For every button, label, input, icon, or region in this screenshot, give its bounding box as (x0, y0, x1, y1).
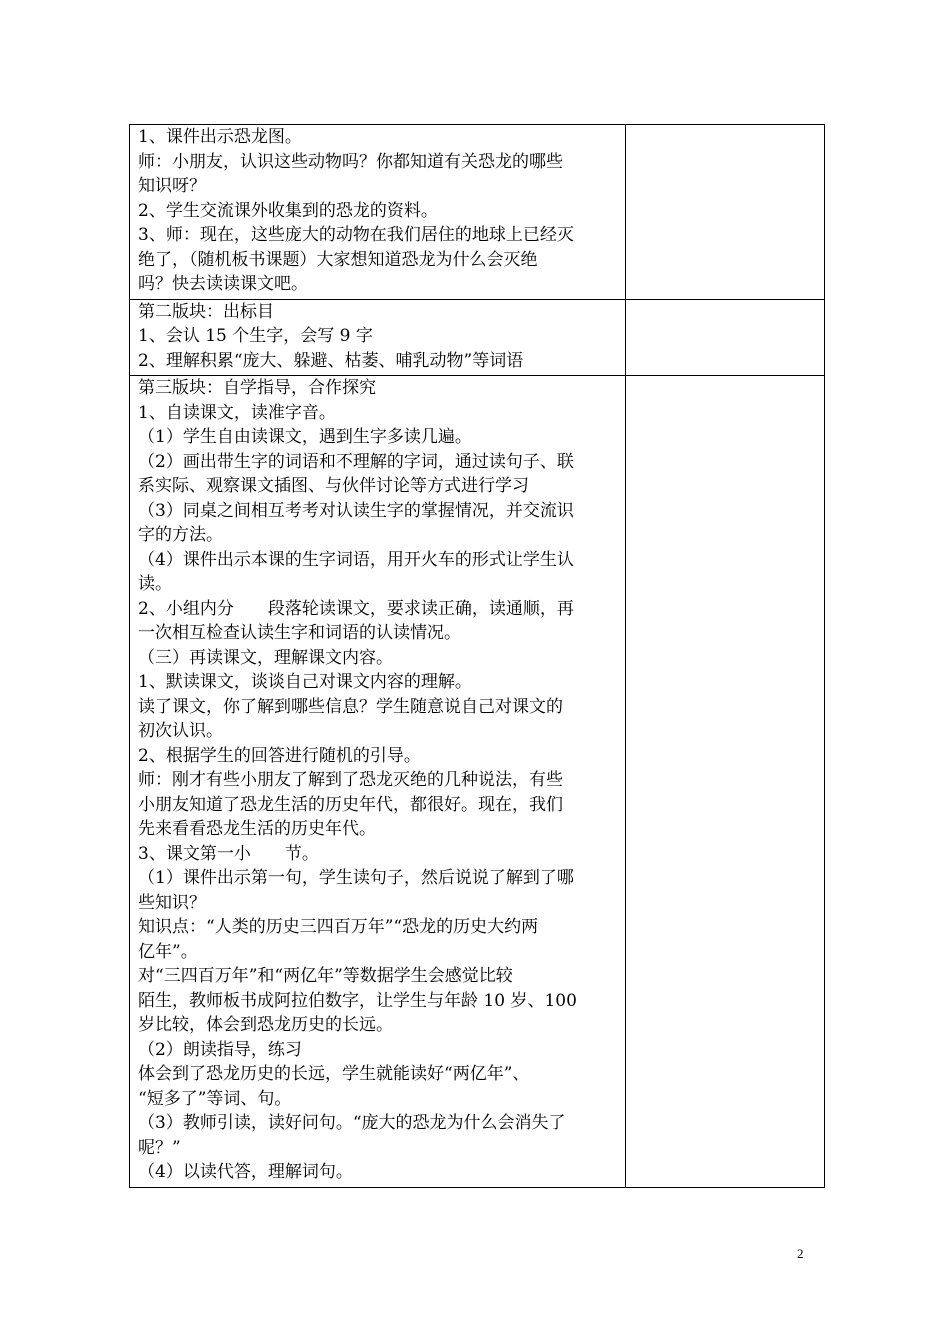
content-line: 陌生，教师板书成阿拉伯数字，让学生与年龄 10 岁、100 (138, 990, 577, 1011)
table-row (130, 299, 825, 376)
content-line: 2、根据学生的回答进行随机的引导。 (138, 745, 421, 766)
content-line: “短多了”等词、句。 (138, 1088, 292, 1109)
content-line: 1、默读课文，谈谈自己对课文内容的理解。 (138, 672, 472, 692)
content-line: 岁比较，体会到恐龙历史的长远。 (138, 1015, 393, 1035)
content-line: 1、会认 15 个生字，会写 9 字 (138, 326, 373, 346)
content-line: 先来看看恐龙生活的历史年代。 (138, 819, 376, 839)
content-cell (130, 376, 626, 1188)
content-line: 1、自读课文，读准字音。 (138, 402, 336, 423)
content-line: 一次相互检查认读生字和词语的认读情况。 (138, 623, 461, 643)
content-line: （3）教师引读，读好问句。“庞大的恐龙为什么会消失了 (138, 1113, 566, 1133)
content-line: （3）同桌之间相互考考对认读生字的掌握情况，并交流识 (138, 500, 574, 521)
content-line: （1）课件出示第一句，学生读句子，然后说说了解到了哪 (138, 868, 574, 888)
content-line: 2、理解积累“庞大、躲避、枯萎、哺乳动物”等词语 (138, 350, 524, 371)
content-line: 亿年”。 (138, 941, 198, 962)
content-line: 2、学生交流课外收集到的恐龙的资料。 (138, 200, 438, 221)
content-line: （4）以读代答，理解词句。 (138, 1162, 353, 1182)
content-line: 3、课文第一小 节。 (138, 843, 319, 864)
content-line: 师：刚才有些小朋友了解到了恐龙灭绝的几种说法，有些 (138, 770, 563, 790)
content-line: 读。 (138, 574, 172, 594)
content-line: 对“三四百万年”和“两亿年”等数据学生会感觉比较 (138, 966, 513, 986)
content-line: 1、课件出示恐龙图。 (138, 127, 302, 147)
content-line: 知识呀？ (138, 176, 206, 196)
notes-cell (626, 125, 825, 300)
notes-cell (626, 376, 825, 1188)
content-line: 系实际、观察课文插图、与伙伴讨论等方式进行学习 (138, 476, 529, 496)
content-line: 吗？快去读读课文吧。 (138, 274, 308, 294)
content-line: 第三版块：自学指导，合作探究 (138, 378, 376, 398)
content-line: （2）朗读指导，练习 (138, 1039, 302, 1060)
content-line: 小朋友知道了恐龙生活的历史年代，都很好。现在，我们 (138, 794, 563, 815)
content-line: 初次认识。 (138, 721, 223, 741)
content-line: 2、小组内分 段落轮读课文，要求读正确，读通顺，再 (138, 598, 574, 619)
content-cell (130, 299, 626, 376)
content-line: 3、师：现在，这些庞大的动物在我们居住的地球上已经灭 (138, 225, 574, 245)
content-line: 师：小朋友，认识这些动物吗？你都知道有关恐龙的哪些 (138, 151, 563, 172)
content-line: （2）画出带生字的词语和不理解的字词，通过读句子、联 (138, 451, 574, 472)
content-line: （1）学生自由读课文，遇到生字多读几遍。 (138, 427, 472, 447)
content-line: （4）课件出示本课的生字词语，用开火车的形式让学生认 (138, 549, 574, 570)
lesson-plan-table (129, 124, 825, 1188)
content-line: 呢？” (138, 1137, 181, 1158)
content-line: 读了课文，你了解到哪些信息？学生随意说自己对课文的 (138, 696, 563, 717)
content-line: 第二版块：出标目 (138, 301, 274, 322)
content-line: （三）再读课文，理解课文内容。 (138, 647, 393, 668)
content-cell (130, 125, 626, 300)
content-line: 知识点：“人类的历史三四百万年”“恐龙的历史大约两 (138, 917, 539, 937)
content-line: 些知识？ (138, 892, 206, 913)
content-line: 绝了，（随机板书课题）大家想知道恐龙为什么会灭绝 (138, 249, 538, 270)
table-row (130, 376, 825, 1188)
content-line: 字的方法。 (138, 525, 223, 545)
page-number: 2 (797, 1246, 804, 1261)
content-line: 体会到了恐龙历史的长远，学生就能读好“两亿年”、 (138, 1064, 530, 1084)
table-row (130, 125, 825, 300)
notes-cell (626, 299, 825, 376)
lesson-plan-table-body (130, 125, 825, 1188)
